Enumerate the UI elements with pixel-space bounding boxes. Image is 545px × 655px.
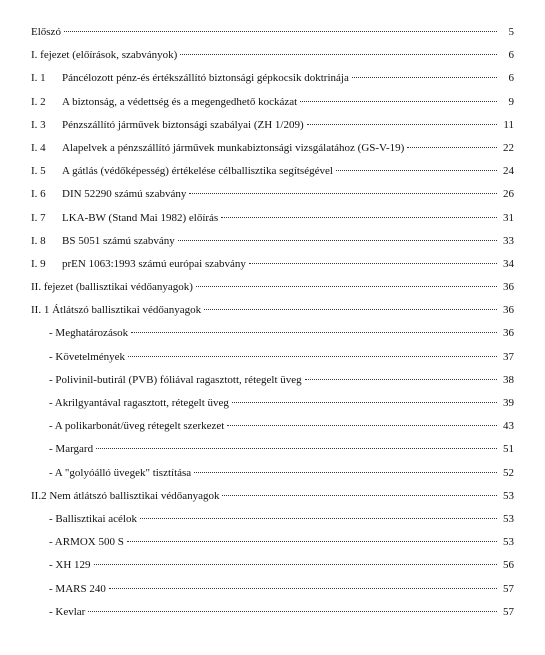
toc-entry-title: - Követelmények	[49, 350, 126, 363]
dot-leader	[204, 308, 497, 310]
toc-entry-page-number: 36	[503, 304, 514, 317]
dot-leader	[131, 331, 497, 333]
dot-leader	[305, 378, 497, 380]
toc-entry	[31, 230, 514, 253]
toc-entry	[31, 322, 514, 345]
toc-entry	[31, 508, 514, 531]
toc-entry	[31, 554, 514, 577]
toc-entry-page-number: 31	[503, 211, 514, 224]
toc-entry-page-number: 22	[503, 141, 514, 154]
dot-leader	[249, 262, 497, 264]
toc-entry-number: I. 2	[31, 95, 46, 108]
toc-entry-number: I. 4	[31, 141, 46, 154]
toc-entry-page-number: 24	[503, 165, 514, 178]
dot-leader	[127, 540, 497, 542]
toc-entry-page-number: 6	[508, 49, 514, 62]
toc-entry-page-number: 37	[503, 350, 514, 363]
toc-entry-title: - A "golyóálló üvegek" tisztítása	[49, 466, 192, 479]
toc-entry-page-number: 36	[503, 327, 514, 340]
dot-leader	[227, 424, 497, 426]
toc-entry-page-number: 34	[503, 257, 514, 270]
toc-entry-title: DIN 52290 számú szabvány	[62, 188, 187, 201]
toc-entry-title: A biztonság, a védettség és a megengedhető kockázat	[62, 95, 298, 108]
toc-entry-title: Pénzszállító járművek biztonsági szabályai (ZH 1/209)	[62, 118, 304, 131]
dot-leader	[336, 169, 497, 171]
toc-entry-title: II.2 Nem átlátszó ballisztikai védőanyagok	[31, 489, 220, 502]
toc-entry-page-number: 51	[503, 443, 514, 456]
toc-entry-page-number: 11	[503, 118, 514, 131]
toc-entry-title: - XH 129	[49, 559, 91, 572]
toc-entry	[31, 44, 514, 67]
toc-entry	[31, 531, 514, 554]
toc-entry	[31, 438, 514, 461]
toc-entry	[31, 369, 514, 392]
toc-entry-page-number: 43	[503, 420, 514, 433]
dot-leader	[64, 30, 497, 32]
dot-leader	[221, 216, 497, 218]
toc-entry-title: Páncélozott pénz-és értékszállító biztonsági gépkocsik doktrinája	[62, 72, 349, 85]
dot-leader	[96, 447, 497, 449]
toc-entry-title: BS 5051 számú szabvány	[62, 234, 175, 247]
dot-leader	[222, 494, 497, 496]
dot-leader	[189, 192, 497, 194]
toc-entry-title: Előszó	[31, 26, 61, 38]
toc-entry-title: - Meghatározások	[49, 327, 129, 340]
toc-entry-title: II. fejezet (ballisztikai védőanyagok)	[31, 281, 193, 294]
toc-entry	[31, 67, 514, 90]
toc-entry-page-number: 9	[508, 95, 514, 108]
toc-entry-number: I. 6	[31, 188, 46, 201]
dot-leader	[88, 610, 497, 612]
dot-leader	[128, 355, 497, 357]
toc-entry	[31, 114, 514, 137]
toc-entry	[31, 160, 514, 183]
dot-leader	[140, 517, 497, 519]
toc-entry-title: - Akrilgyantával ragasztott, rétegelt üveg	[49, 397, 229, 409]
toc-entry	[31, 253, 514, 276]
toc-entry-page-number: 5	[508, 26, 514, 38]
toc-entry-page-number: 6	[508, 72, 514, 85]
toc-entry-page-number: 38	[503, 373, 514, 386]
toc-entry-page-number: 53	[503, 536, 514, 549]
toc-entry-title: - A polikarbonát/üveg rétegelt szerkezet	[49, 420, 225, 433]
table-of-contents	[31, 21, 514, 624]
toc-entry-page-number: 52	[503, 466, 514, 479]
toc-entry-title: - ARMOX 500 S	[49, 536, 124, 549]
toc-entry-title: - Ballisztikai acélok	[49, 512, 137, 525]
toc-entry	[31, 21, 514, 44]
toc-entry	[31, 91, 514, 114]
toc-entry	[31, 276, 514, 299]
dot-leader	[352, 76, 497, 78]
toc-entry-number: I. 5	[31, 165, 46, 178]
dot-leader	[196, 285, 497, 287]
toc-entry	[31, 462, 514, 485]
toc-entry-number: I. 9	[31, 257, 46, 270]
toc-entry-number: I. 7	[31, 211, 46, 224]
toc-entry	[31, 392, 514, 415]
dot-leader	[180, 53, 497, 55]
toc-entry-title: - Polivinil-butirál (PVB) fóliával ragasztott, rétegelt üveg	[49, 373, 302, 386]
dot-leader	[178, 239, 497, 241]
toc-entry	[31, 485, 514, 508]
toc-entry	[31, 183, 514, 206]
dot-leader	[194, 471, 497, 473]
dot-leader	[232, 401, 497, 403]
toc-entry-title: prEN 1063:1993 számú európai szabvány	[62, 257, 246, 270]
toc-entry-title: - Margard	[49, 443, 94, 456]
toc-entry-page-number: 57	[503, 605, 514, 618]
toc-entry-title: - MARS 240	[49, 582, 106, 595]
toc-entry	[31, 578, 514, 601]
toc-entry-page-number: 39	[503, 397, 514, 409]
toc-entry	[31, 601, 514, 624]
toc-entry-page-number: 53	[503, 489, 514, 502]
toc-entry-page-number: 53	[503, 512, 514, 525]
toc-entry-title: A gátlás (védőképesség) értékelése célballisztika segítségével	[62, 165, 333, 178]
dot-leader	[300, 100, 497, 102]
toc-entry-page-number: 56	[503, 559, 514, 572]
toc-entry-number: I. 8	[31, 234, 46, 247]
dot-leader	[109, 587, 497, 589]
toc-entry-page-number: 26	[503, 188, 514, 201]
toc-entry-page-number: 36	[503, 281, 514, 294]
toc-entry	[31, 137, 514, 160]
toc-entry-title: - Kevlar	[49, 605, 86, 618]
toc-entry-number: I. 1	[31, 72, 46, 85]
toc-entry	[31, 207, 514, 230]
toc-entry-title: Alapelvek a pénzszállító járművek munkabiztonsági vizsgálatához (GS-V-19)	[62, 141, 405, 154]
toc-entry-title: II. 1 Átlátszó ballisztikai védőanyagok	[31, 304, 202, 317]
toc-entry-page-number: 57	[503, 582, 514, 595]
toc-entry	[31, 415, 514, 438]
dot-leader	[307, 123, 497, 125]
dot-leader	[407, 146, 497, 148]
toc-entry-number: I. 3	[31, 118, 46, 131]
toc-entry	[31, 346, 514, 369]
toc-entry-title: I. fejezet (előírások, szabványok)	[31, 49, 178, 62]
toc-entry-title: LKA-BW (Stand Mai 1982) előírás	[62, 211, 219, 224]
dot-leader	[94, 563, 497, 565]
toc-entry-page-number: 33	[503, 234, 514, 247]
toc-entry	[31, 299, 514, 322]
